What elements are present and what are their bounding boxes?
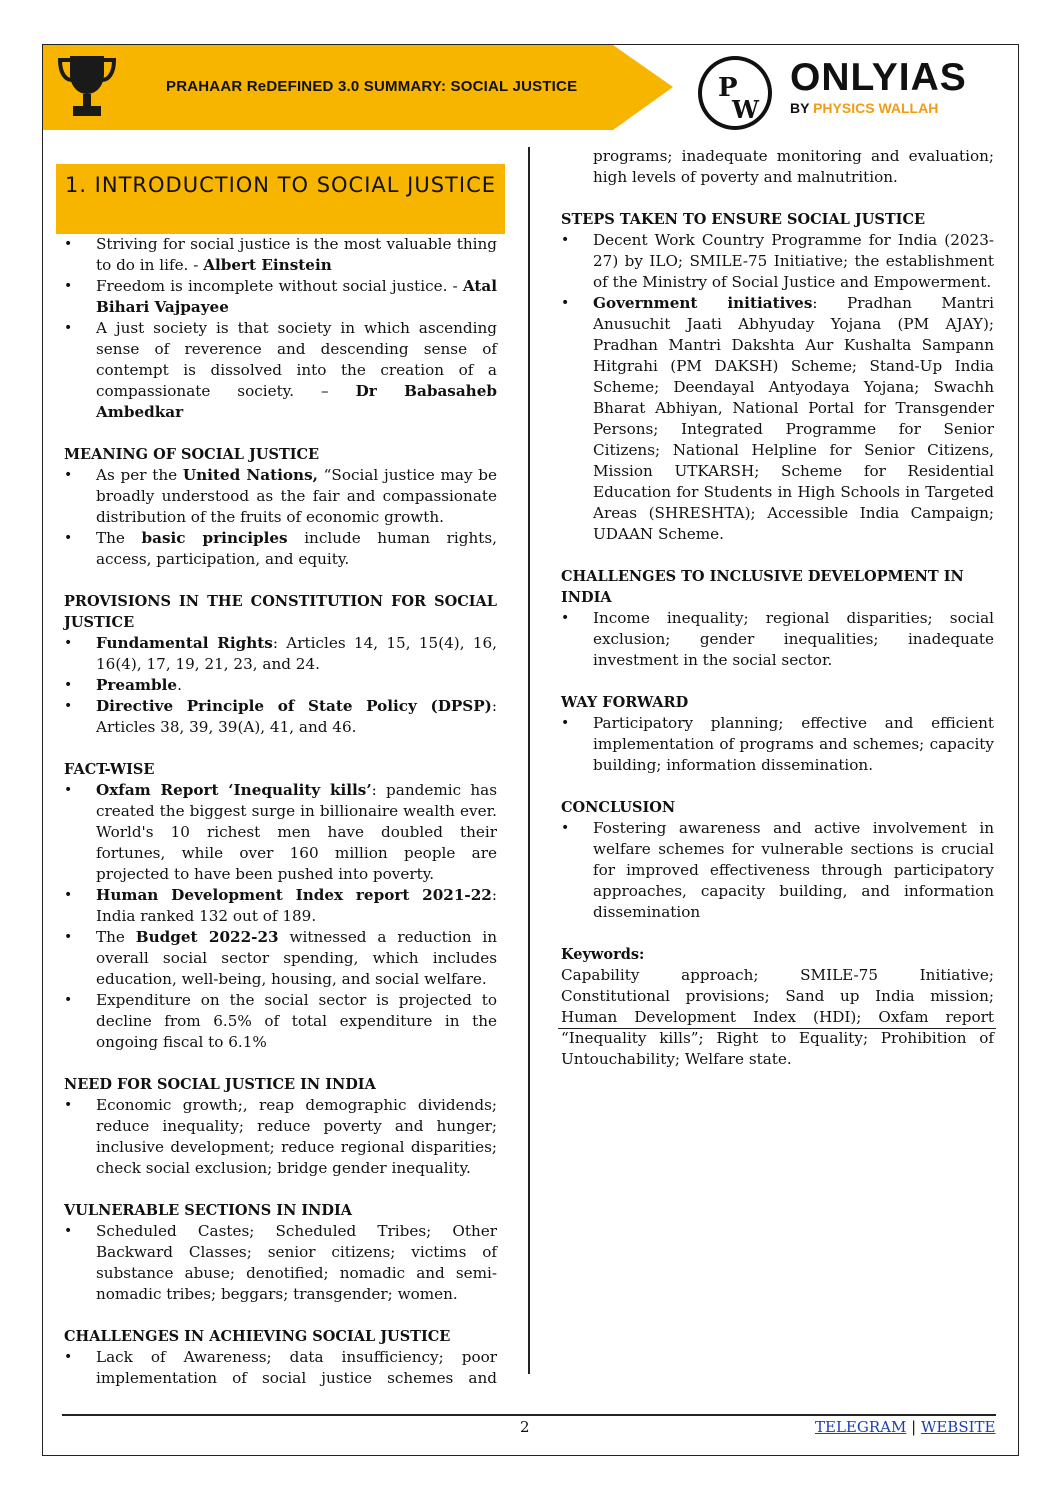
document-title: PRAHAAR ReDEFINED 3.0 SUMMARY: SOCIAL JUSTICE <box>166 78 578 95</box>
list-item: • Striving for social justice is the most valuable thing to do in life. - Albert Einstein <box>64 234 497 276</box>
steps-list <box>561 230 994 545</box>
brand-by: BY <box>790 100 814 116</box>
heading-steps: STEPS TAKEN TO ENSURE SOCIAL JUSTICE <box>561 211 926 228</box>
list-item: • Income inequality; regional disparities; social exclusion; gender inequalities; inadequate investment in the social sector. <box>561 608 994 671</box>
heading-provisions: PROVISIONS IN THE CONSTITUTION FOR SOCIAL JUSTICE <box>64 593 497 631</box>
challenges-inclusive-list <box>561 608 994 671</box>
list-item: • Scheduled Castes; Scheduled Tribes; Other Backward Classes; senior citizens; victims of substance abuse; denotified; nomadic and semi-nomadic tribes; beggars; transgender; women. <box>64 1221 497 1305</box>
vulnerable-list <box>64 1221 497 1305</box>
challenges-achieving-list <box>64 1347 497 1389</box>
list-item: • Preamble. <box>64 675 497 696</box>
right-column <box>561 146 994 1070</box>
list-item: • Lack of Awareness; data insufficiency; poor implementation of social justice schemes and <box>64 1347 497 1389</box>
list-item: • Oxfam Report ‘Inequality kills’: pandemic has created the biggest surge in billionaire wealth ever. World's 10 richest men have doubled their fortunes, while over 160 million people are projected to have been pushed into poverty. <box>64 780 497 885</box>
brand-name: ONLYIAS <box>790 56 967 99</box>
heading-way-forward: WAY FORWARD <box>561 694 689 711</box>
keywords-text: Capability approach; SMILE-75 Initiative; Constitutional provisions; Sand up India mission; Human Development Index (HDI); Oxfam report “Inequality kills”; Right to Equality; Prohibition of Untouchability; Welfare state. <box>561 966 994 1068</box>
factwise-list <box>64 780 497 1053</box>
trophy-icon <box>56 52 118 122</box>
brand-company: PHYSICS WALLAH <box>813 100 939 116</box>
heading-meaning: MEANING OF SOCIAL JUSTICE <box>64 446 320 463</box>
list-item: • The basic principles include human rights, access, participation, and equity. <box>64 528 497 570</box>
way-forward-list <box>561 713 994 776</box>
provisions-list <box>64 633 497 738</box>
left-column <box>64 164 497 1389</box>
list-item: • Fostering awareness and active involvement in welfare schemes for vulnerable sections is crucial for improved effectiveness through participatory approaches, capacity building, and information dissemination <box>561 818 994 923</box>
svg-text:P: P <box>718 73 738 103</box>
list-item: • Human Development Index report 2021-22: India ranked 132 out of 189. <box>64 885 497 927</box>
list-item: • Decent Work Country Programme for India (2023-27) by ILO; SMILE-75 Initiative; the establishment of the Ministry of Social Justice and Empowerment. <box>561 230 994 293</box>
need-list <box>64 1095 497 1179</box>
list-item: • Directive Principle of State Policy (DPSP): Articles 38, 39, 39(A), 41, and 46. <box>64 696 497 738</box>
list-item: • Expenditure on the social sector is projected to decline from 6.5% of total expenditure in the ongoing fiscal to 6.1% <box>64 990 497 1053</box>
link-separator: | <box>906 1418 921 1436</box>
list-item: • Participatory planning; effective and efficient implementation of programs and schemes; capacity building; information dissemination. <box>561 713 994 776</box>
heading-challenges-achieving: CHALLENGES IN ACHIEVING SOCIAL JUSTICE <box>64 1328 451 1345</box>
svg-text:W: W <box>732 95 759 124</box>
footer-links <box>815 1418 995 1436</box>
heading-vulnerable: VULNERABLE SECTIONS IN INDIA <box>64 1202 353 1219</box>
meaning-list <box>64 465 497 570</box>
list-item: • As per the United Nations, “Social justice may be broadly understood as the fair and compassionate distribution of the fruits of economic growth. <box>64 465 497 528</box>
list-item: • The Budget 2022-23 witnessed a reduction in overall social sector spending, which includes education, well-being, housing, and social welfare. <box>64 927 497 990</box>
list-item: • A just society is that society in which ascending sense of reverence and descending sense of contempt is dissolved into the creation of a compassionate society. – Dr Babasaheb Ambedkar <box>64 318 497 423</box>
footer-divider <box>62 1414 996 1416</box>
column-divider <box>528 147 530 1374</box>
brand-subtitle <box>790 100 967 116</box>
heading-conclusion: CONCLUSION <box>561 799 676 816</box>
page-number: 2 <box>520 1418 530 1436</box>
intro-quotes <box>64 234 497 423</box>
list-item: • Government initiatives: Pradhan Mantri Anusuchit Jaati Abhyuday Yojana (PM AJAY); Pradhan Mantri Dakshta Aur Kushalta Sampann Hitgrahi (PM DAKSH) Scheme; Stand-Up India Scheme; Deendayal Antyodaya Yojana; Swachh Bharat Abhiyan, National Portal for Transgender Persons; Integrated Programme for Senior Citizens; National Helpline for Senior Citizens, Mission UTKARSH; Scheme for Residential Education for Students in High Schools in Targeted Areas (SHRESHTA); Accessible India Campaign; UDAAN Scheme. <box>561 293 994 545</box>
keywords-divider <box>558 1028 996 1029</box>
list-item: • Fundamental Rights: Articles 14, 15, 15(4), 16, 16(4), 17, 19, 21, 23, and 24. <box>64 633 497 675</box>
heading-need: NEED FOR SOCIAL JUSTICE IN INDIA <box>64 1076 376 1093</box>
heading-keywords: Keywords: <box>561 946 645 963</box>
brand-block <box>790 58 967 116</box>
list-item-continuation: programs; inadequate monitoring and evaluation; high levels of poverty and malnutrition. <box>593 147 994 186</box>
physics-wallah-logo-icon <box>696 54 774 132</box>
section-title-intro: 1. INTRODUCTION TO SOCIAL JUSTICE <box>56 164 505 234</box>
conclusion-list <box>561 818 994 923</box>
telegram-link[interactable]: TELEGRAM <box>815 1418 907 1436</box>
heading-challenges-inclusive: CHALLENGES TO INCLUSIVE DEVELOPMENT IN INDIA <box>561 568 964 606</box>
heading-factwise: FACT-WISE <box>64 761 155 778</box>
website-link[interactable]: WEBSITE <box>920 1418 996 1436</box>
list-item: • Freedom is incomplete without social justice. - Atal Bihari Vajpayee <box>64 276 497 318</box>
list-item: • Economic growth;, reap demographic dividends; reduce inequality; reduce poverty and hunger; inclusive development; reduce regional disparities; check social exclusion; bridge gender inequality. <box>64 1095 497 1179</box>
